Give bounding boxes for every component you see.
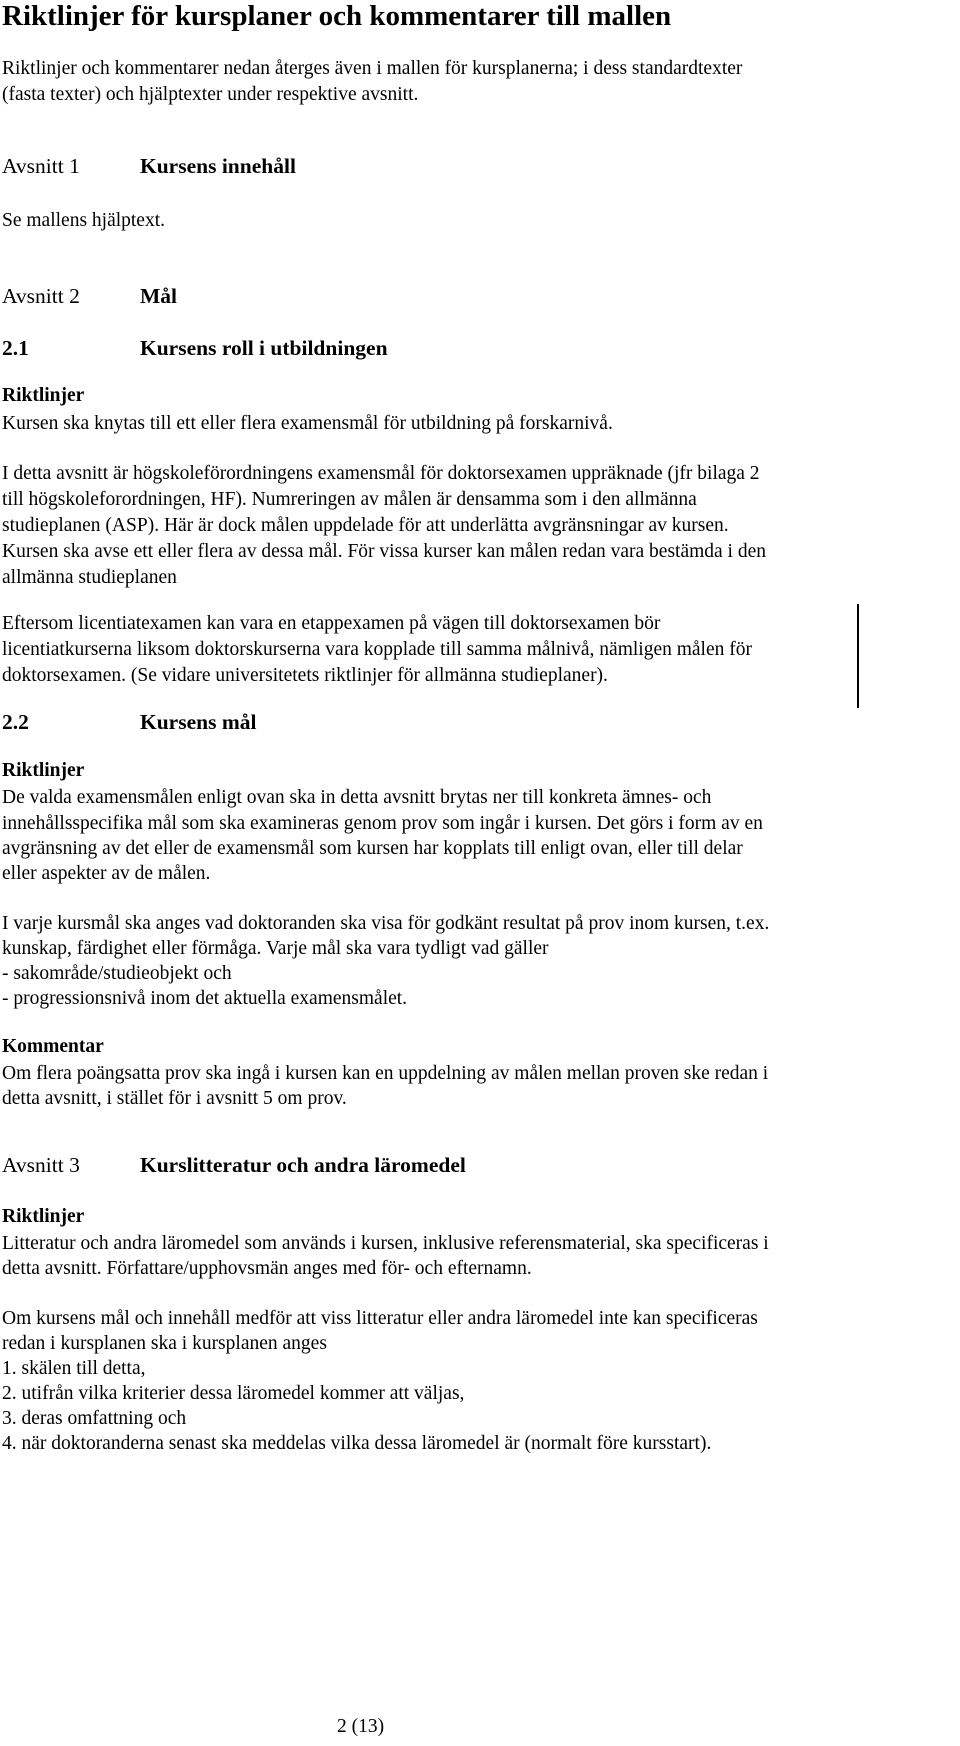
section-2-number: Avsnitt 2 (2, 284, 80, 308)
para-2-2-a-line-2: innehållsspecifika mål som ska examineras genom prov som ingår i kursen. Det görs i form av en (2, 813, 763, 834)
para-2-1-b-line-1: I detta avsnitt är högskoleförordningens examensmål för doktorsexamen uppräknade (jfr bilaga 2 (2, 463, 760, 484)
riktlinjer-label-2-2: Riktlinjer (2, 760, 85, 781)
subsection-2-1-number: 2.1 (2, 336, 29, 360)
page-number: 2 (13) (337, 1716, 385, 1737)
para-2-2-a-line-3: avgränsning av det eller de examensmål som kursen har kopplats till enligt ovan, eller till delar (2, 838, 743, 859)
para-2-1-b-line-3: studieplanen (ASP). Här är dock målen uppdelade för att underlätta avgränsningar av kursen. (2, 515, 729, 536)
para-2-1-c-line-2: licentiatkurserna liksom doktorskurserna vara kopplade till samma målnivå, nämligen målen för (2, 639, 752, 660)
section-3-number: Avsnitt 3 (2, 1153, 80, 1177)
comment-line-1: Om flera poängsatta prov ska ingå i kursen kan en uppdelning av målen mellan proven ske redan i (2, 1063, 769, 1084)
subsection-2-1-line: Kursen ska knytas till ett eller flera examensmål för utbildning på forskarnivå. (2, 413, 613, 434)
riktlinjer-label-3: Riktlinjer (2, 1206, 85, 1227)
document-title: Riktlinjer för kursplaner och kommentarer till mallen (2, 0, 672, 32)
para-2-1-c-line-3: doktorsexamen. (Se vidare universitetets riktlinjer för allmänna studieplaner). (2, 665, 608, 686)
kommentar-label: Kommentar (2, 1036, 104, 1057)
list-item-1: 1. skälen till detta, (2, 1358, 146, 1379)
riktlinjer-label-2-1: Riktlinjer (2, 385, 85, 406)
section-1-text: Se mallens hjälptext. (2, 210, 166, 231)
intro-line-1: Riktlinjer och kommentarer nedan återges även i mallen för kursplanerna; i dess standardtexter (2, 58, 743, 79)
list-item-3: 3. deras omfattning och (2, 1408, 187, 1429)
subsection-2-1-title: Kursens roll i utbildningen (140, 336, 388, 360)
para-2-2-a-line-1: De valda examensmålen enligt ovan ska in detta avsnitt brytas ner till konkreta ämnes- och (2, 787, 712, 808)
para-2-1-b-line-5: allmänna studieplanen (2, 567, 177, 588)
para-3-a-line-1: Litteratur och andra läromedel som används i kursen, inklusive referensmaterial, ska specificeras i (2, 1233, 769, 1254)
para-3-b-line-2: redan i kursplanen ska i kursplanen anges (2, 1333, 327, 1354)
subsection-2-2-title: Kursens mål (140, 710, 257, 734)
section-1-title: Kursens innehåll (140, 154, 296, 178)
para-2-2-b-line-4: - progressionsnivå inom det aktuella examensmålet. (2, 988, 408, 1009)
list-item-4: 4. när doktoranderna senast ska meddelas vilka dessa läromedel är (normalt före kursstart). (2, 1433, 712, 1454)
section-3-title: Kurslitteratur och andra läromedel (140, 1153, 466, 1177)
section-2-title: Mål (140, 284, 178, 308)
para-3-b-line-1: Om kursens mål och innehåll medför att viss litteratur eller andra läromedel inte kan specificeras (2, 1308, 758, 1329)
comment-line-2: detta avsnitt, i stället för i avsnitt 5 om prov. (2, 1088, 347, 1109)
para-3-a-line-2: detta avsnitt. Författare/upphovsmän anges med för- och efternamn. (2, 1258, 532, 1279)
para-2-2-b-line-2: kunskap, färdighet eller förmåga. Varje mål ska vara tydligt vad gäller (2, 938, 549, 959)
subsection-2-2-number: 2.2 (2, 710, 29, 734)
para-2-1-c-line-1: Eftersom licentiatexamen kan vara en etappexamen på vägen till doktorsexamen bör (2, 613, 661, 634)
section-1-number: Avsnitt 1 (2, 154, 80, 178)
para-2-1-b-line-2: till högskoleforordningen, HF). Numreringen av målen är densamma som i den allmänna (2, 489, 697, 510)
intro-line-2: (fasta texter) och hjälptexter under respektive avsnitt. (2, 84, 419, 105)
list-item-2: 2. utifrån vilka kriterier dessa läromedel kommer att väljas, (2, 1383, 465, 1404)
para-2-2-a-line-4: eller aspekter av de målen. (2, 863, 211, 884)
para-2-2-b-line-3: - sakområde/studieobjekt och (2, 963, 232, 984)
para-2-1-b-line-4: Kursen ska avse ett eller flera av dessa mål. För vissa kurser kan målen redan vara bestämda i den (2, 541, 767, 562)
para-2-2-b-line-1: I varje kursmål ska anges vad doktoranden ska visa för godkänt resultat på prov inom kursen, t.ex. (2, 913, 770, 934)
change-bar (857, 604, 859, 708)
